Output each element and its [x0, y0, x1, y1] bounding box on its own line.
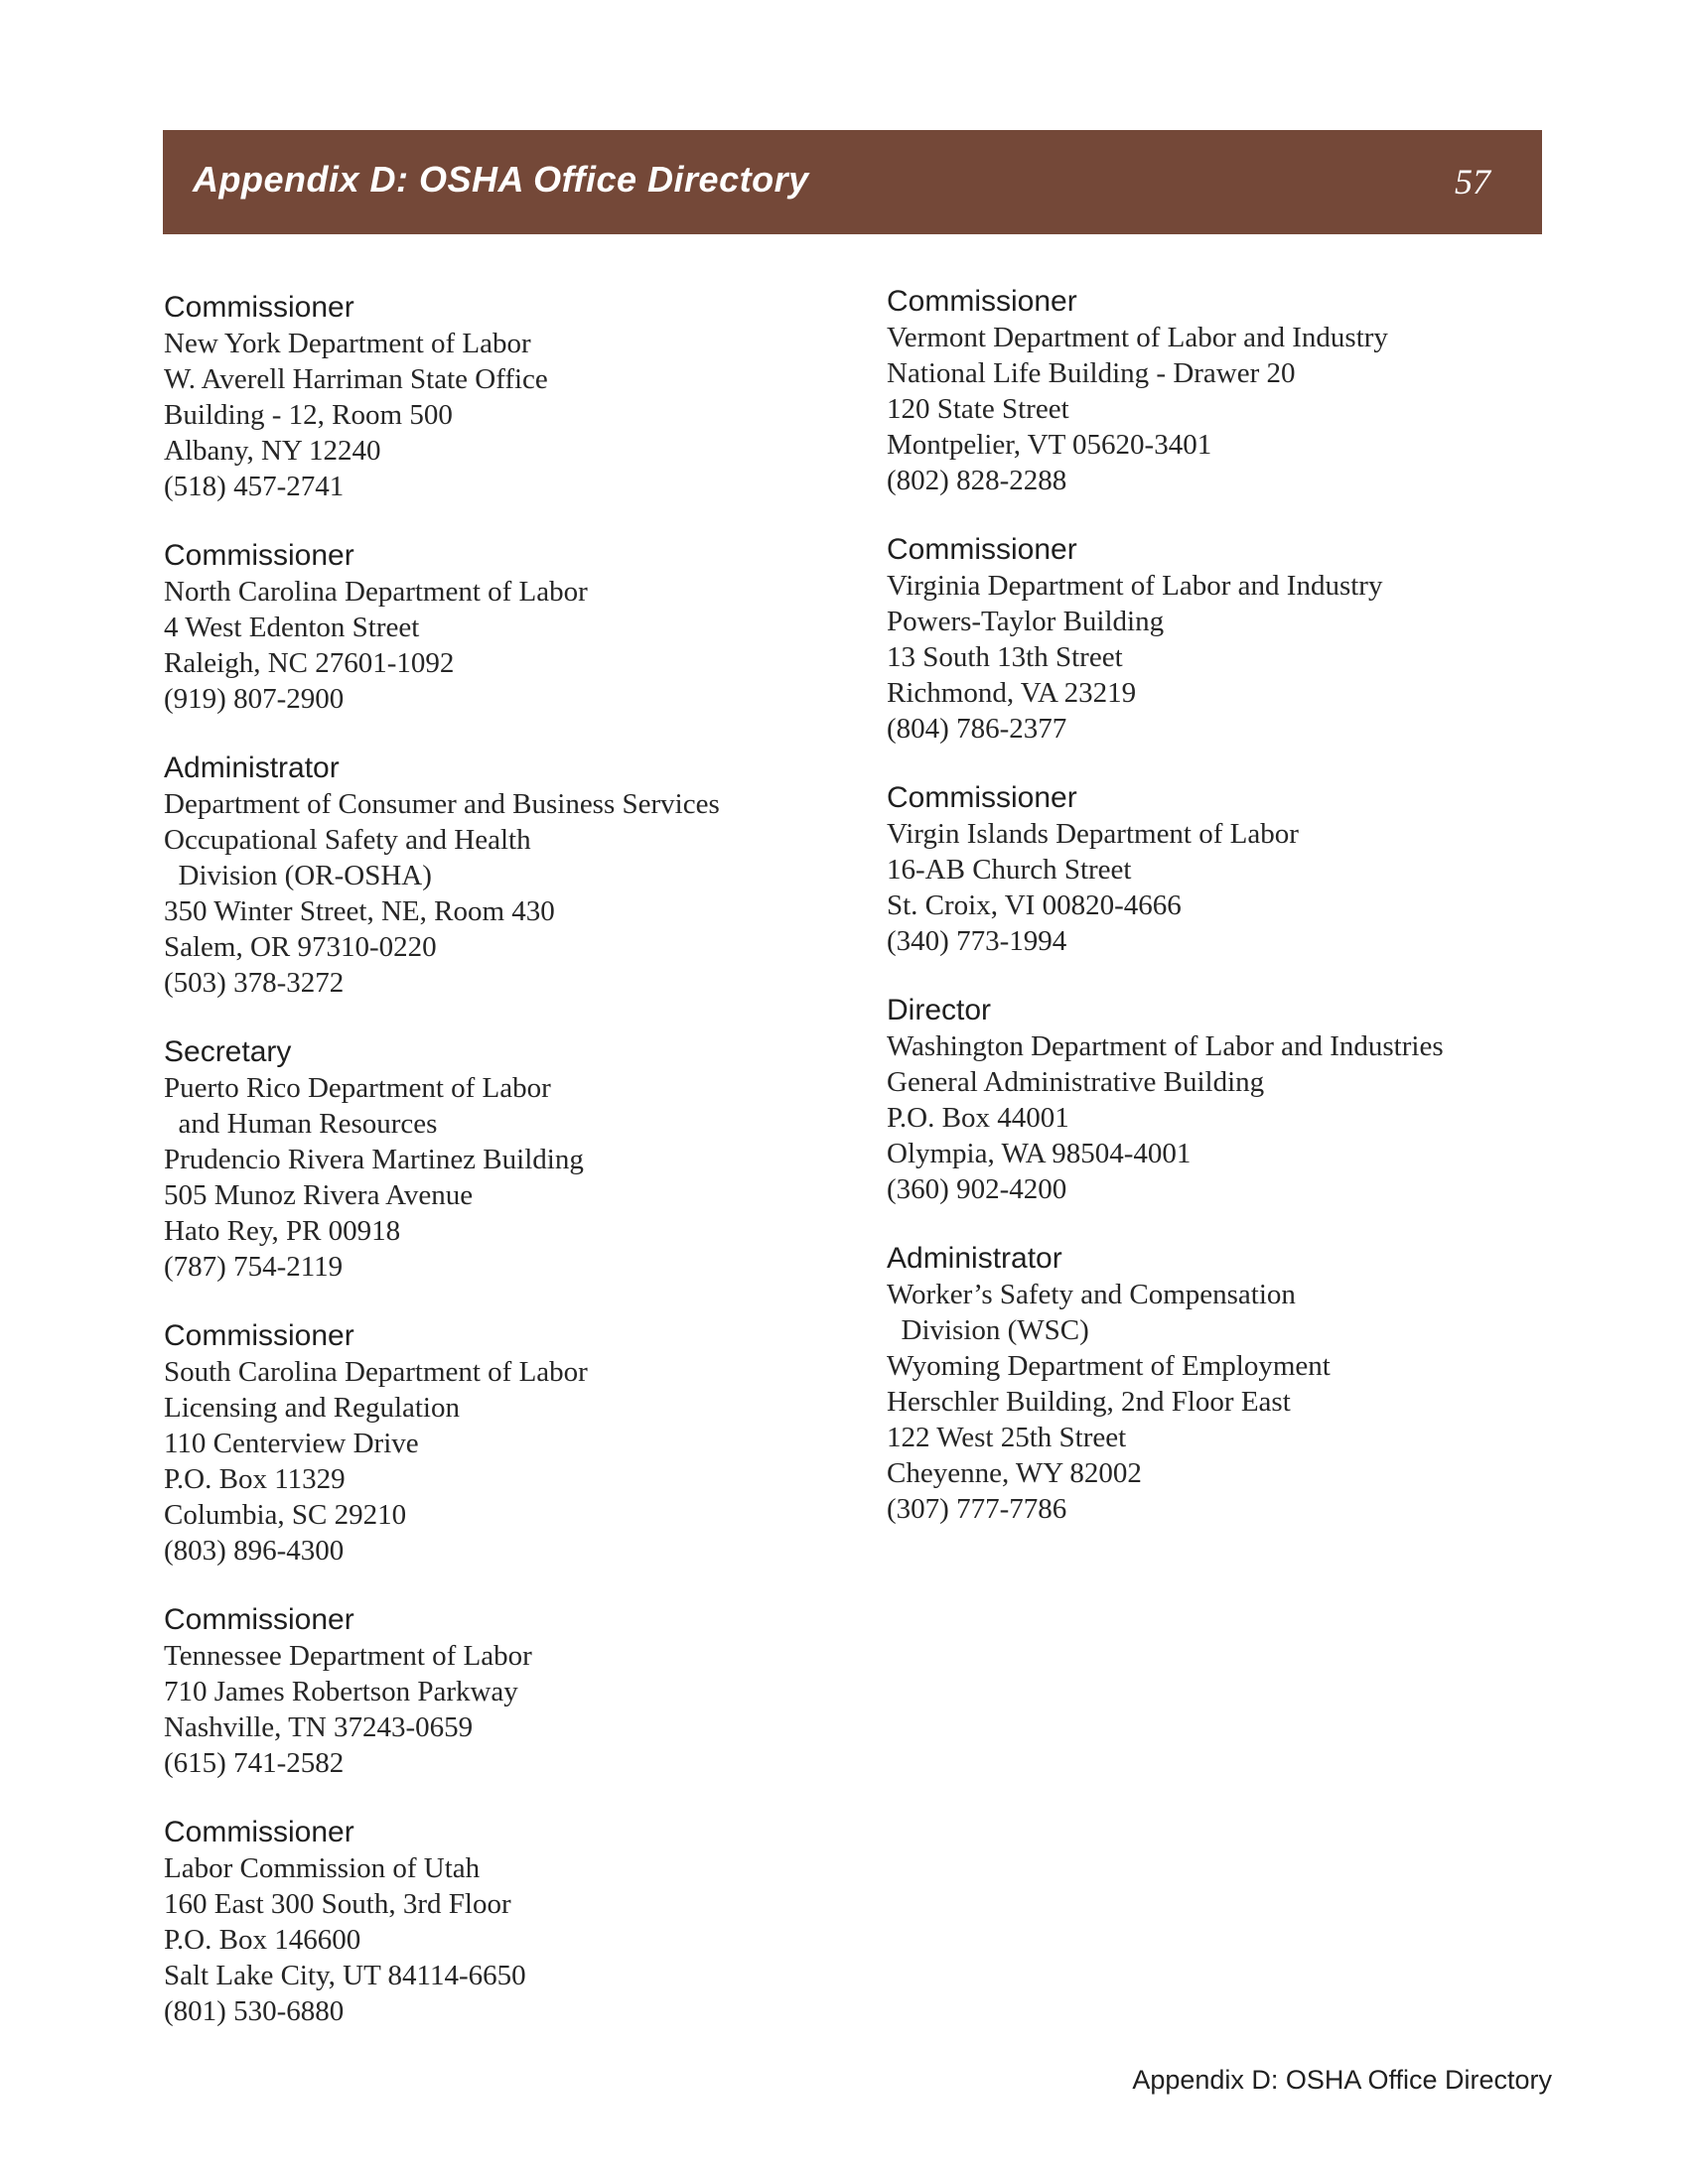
entry-line: Salem, OR 97310-0220 [164, 931, 437, 963]
entry-line: 350 Winter Street, NE, Room 430 [164, 895, 555, 927]
entry-line: Labor Commission of Utah [164, 1852, 481, 1884]
entry-line: Tennessee Department of Labor [164, 1640, 532, 1672]
entry-line: 505 Munoz Rivera Avenue [164, 1179, 474, 1211]
directory-entry [164, 1034, 879, 1285]
directory-entry [887, 1241, 1602, 1527]
directory-entry [887, 532, 1602, 747]
entry-line: Worker’s Safety and Compensation [887, 1279, 1296, 1310]
entry-line: Columbia, SC 29210 [164, 1499, 407, 1531]
entry-line: Salt Lake City, UT 84114-6650 [164, 1960, 526, 1991]
entry-line: P.O. Box 146600 [164, 1924, 361, 1956]
entry-title: Commissioner [887, 533, 1077, 566]
entry-line: (307) 777-7786 [887, 1493, 1067, 1525]
entry-line: (518) 457-2741 [164, 471, 345, 502]
entry-line: 710 James Robertson Parkway [164, 1676, 518, 1707]
entry-title: Administrator [164, 751, 340, 784]
entry-line: 120 State Street [887, 393, 1069, 425]
entry-line: Building - 12, Room 500 [164, 399, 453, 431]
footer-text: Appendix D: OSHA Office Directory [1132, 2065, 1552, 2095]
page-number: 57 [1455, 162, 1490, 202]
page-title: Appendix D: OSHA Office Directory [193, 159, 809, 200]
entry-title: Commissioner [887, 781, 1077, 814]
directory-entry [164, 1602, 879, 1781]
entry-line: P.O. Box 44001 [887, 1102, 1069, 1134]
entry-title: Commissioner [887, 285, 1077, 318]
directory-entry [887, 993, 1602, 1207]
entry-title: Commissioner [164, 1816, 354, 1848]
entry-line: North Carolina Department of Labor [164, 576, 588, 608]
entry-line: Wyoming Department of Employment [887, 1350, 1331, 1382]
entry-line: South Carolina Department of Labor [164, 1356, 588, 1388]
entry-line: Cheyenne, WY 82002 [887, 1457, 1142, 1489]
directory-entry [887, 780, 1602, 959]
entry-line: 4 West Edenton Street [164, 612, 420, 643]
entry-line: (801) 530-6880 [164, 1995, 345, 2027]
entry-line: and Human Resources [164, 1108, 438, 1140]
directory-entry [887, 284, 1602, 498]
entry-line: National Life Building - Drawer 20 [887, 357, 1296, 389]
entry-title: Director [887, 994, 992, 1026]
directory-entry [164, 1815, 879, 2029]
entry-title: Secretary [164, 1035, 292, 1068]
entry-line: Virginia Department of Labor and Industry [887, 570, 1383, 602]
entry-line: (802) 828-2288 [887, 465, 1067, 496]
entry-line: Prudencio Rivera Martinez Building [164, 1144, 584, 1175]
entry-line: 122 West 25th Street [887, 1422, 1127, 1453]
entry-line: General Administrative Building [887, 1066, 1265, 1098]
entry-line: (360) 902-4200 [887, 1173, 1067, 1205]
entry-line: St. Croix, VI 00820-4666 [887, 889, 1182, 921]
entry-line: P.O. Box 11329 [164, 1463, 346, 1495]
header-band [163, 130, 1542, 234]
entry-line: 13 South 13th Street [887, 641, 1123, 673]
entry-title: Commissioner [164, 539, 354, 572]
entry-line: Raleigh, NC 27601-1092 [164, 647, 455, 679]
entry-line: Washington Department of Labor and Industries [887, 1030, 1444, 1062]
entry-line: Licensing and Regulation [164, 1392, 460, 1424]
entry-line: (787) 754-2119 [164, 1251, 344, 1283]
entry-line: (503) 378-3272 [164, 967, 345, 999]
entry-line: Powers-Taylor Building [887, 606, 1165, 637]
entry-line: Olympia, WA 98504-4001 [887, 1138, 1192, 1169]
directory-entry [164, 751, 879, 1001]
right-column [887, 284, 1602, 1561]
entry-line: Division (WSC) [887, 1314, 1089, 1346]
entry-title: Commissioner [164, 1319, 354, 1352]
entry-line: (919) 807-2900 [164, 683, 345, 715]
left-column [164, 290, 879, 2063]
directory-entry [164, 538, 879, 717]
entry-title: Commissioner [164, 291, 354, 324]
entry-line: Richmond, VA 23219 [887, 677, 1137, 709]
entry-line: (804) 786-2377 [887, 713, 1067, 745]
entry-line: Hato Rey, PR 00918 [164, 1215, 401, 1247]
entry-line: Occupational Safety and Health [164, 824, 531, 856]
entry-title: Administrator [887, 1242, 1062, 1275]
entry-title: Commissioner [164, 1603, 354, 1636]
entry-line: 110 Centerview Drive [164, 1428, 419, 1459]
entry-line: (340) 773-1994 [887, 925, 1067, 957]
entry-line: Herschler Building, 2nd Floor East [887, 1386, 1291, 1418]
entry-line: W. Averell Harriman State Office [164, 363, 548, 395]
entry-line: Division (OR-OSHA) [164, 860, 432, 891]
entry-line: (803) 896-4300 [164, 1535, 345, 1567]
entry-line: Puerto Rico Department of Labor [164, 1072, 551, 1104]
entry-line: Montpelier, VT 05620-3401 [887, 429, 1212, 461]
entry-line: Department of Consumer and Business Services [164, 788, 720, 820]
directory-entry [164, 290, 879, 504]
entry-line: Vermont Department of Labor and Industry [887, 322, 1388, 353]
entry-line: New York Department of Labor [164, 328, 531, 359]
entry-line: Albany, NY 12240 [164, 435, 381, 467]
entry-line: 16-AB Church Street [887, 854, 1132, 886]
entry-line: Nashville, TN 37243-0659 [164, 1711, 474, 1743]
entry-line: (615) 741-2582 [164, 1747, 345, 1779]
entry-line: 160 East 300 South, 3rd Floor [164, 1888, 511, 1920]
entry-line: Virgin Islands Department of Labor [887, 818, 1299, 850]
directory-entry [164, 1318, 879, 1569]
